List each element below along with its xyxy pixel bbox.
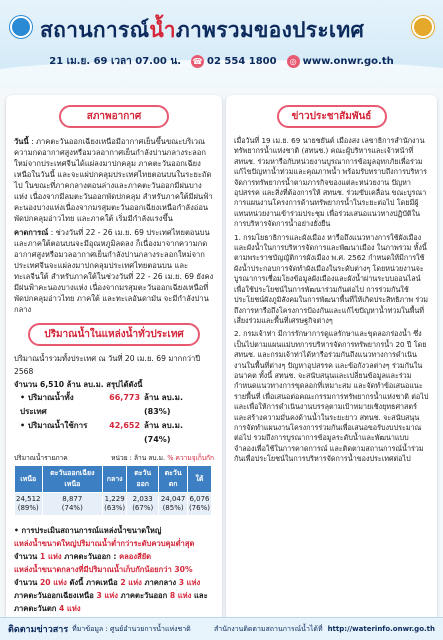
header-banner xyxy=(0,0,443,88)
page-title xyxy=(40,14,364,47)
medium-central-count: 3 แห่ง xyxy=(178,578,201,587)
weather-today xyxy=(6,136,222,224)
weather-forecast xyxy=(6,227,222,315)
medium-count-line-2 xyxy=(6,589,222,602)
water-summary-2 xyxy=(6,378,222,391)
footer-right xyxy=(214,624,435,635)
title-part-2: น้ำ xyxy=(149,18,176,42)
medium-count-line-3 xyxy=(6,602,222,615)
value-north: 24,512 xyxy=(16,495,41,503)
header-east: ตะวันออก xyxy=(127,466,159,493)
medium-and: และ xyxy=(191,591,208,600)
pct-south: (76%) xyxy=(188,504,210,512)
header-north: เหนือ xyxy=(15,466,43,493)
news-paragraph-3: 2. กรมเจ้าท่า มีการรักษาการดูแลรักษาและขุดลอกร่องน้ำ ซึ่งเป็นไปตามแผนแม่บทการบริหารจัดการทรัพยากรน้ำ 20 ปี โดย สทนช. และกรมเจ้าท่าได้หารือร่วมกันถึงแนวทางการดำเนินงานในพื้นที่ต่างๆ ปัญหาอุปสรรค และข้อกังวลต่างๆ ร่วมกันในอนาคต ทั้งนี้ สทนช. จะสนับสนุนและเปลี่ยนข้อมูลและร่วมกำหนดแนวทางการขุดลอกที่เหมาะสม และจัดทำข้อเสนอแนะรายพื้นที่ เพื่อเสนอต่อคณะกรรมการทรัพยากรน้ำแห่งชาติ ต่อไป และเพื่อให้การดำเนินงานบรรลุตามเป้าหมายเชิงยุทธศาสตร์ และสร้างความมั่นคงด้านน้ำในระยะยาว สทนช. จะสนับสนุนการจัดทำแผนงานโครงการร่วมกันเพื่อเสนอขอรับงบประมาณต่อไป รวมถึงการบูรณาการข้อมูลระดับน้ำและพัฒนาแบบจำลองเพื่อใช้ในการคาดการณ์ และติดตามสถานการณ์น้ำร่วมกันเพื่อประโยชน์ในการบริหารจัดการน้ำของประเทศต่อไป xyxy=(234,329,429,464)
medium-north-label: ดังนี้ ภาคเหนือ xyxy=(66,578,121,587)
total-water-unit: ล้าน ลบ.ม. (83%) xyxy=(144,393,183,416)
assessment-text: • การประเมินสถานการณ์แหล่งน้ำขนาดใหญ่ xyxy=(14,526,162,535)
total-water-row xyxy=(6,391,222,419)
onwr-logo xyxy=(10,16,32,38)
medium-count: 20 แห่ง xyxy=(40,578,67,587)
news-paragraph-1: เมื่อวันที่ 19 เม.ย. 69 นายชยันต์ เมืองสง เลขาธิการสำนักงานทรัพยากรน้ำแห่งชาติ (สทนช.) คณะผู้บริหารและเจ้าหน้าที่ สทนช. ร่วมหารือกับหน่วยงานบูรณาการข้อมูลอุทกภัยเพื่อร่วมแก้ไขปัญหาน้ำท่วมและคุณภาพน้ำ พร้อมรับทราบถึงการบริหารจัดการทรัพยากรน้ำตามภารกิจของแต่ละหน่วยงาน ปัญหาอุปสรรค และสิ่งที่ต้องการให้ สทนช. ร่วมขับเคลื่อน ขณะบูรณาการแผนงานโครงการด้านทรัพยากรน้ำในระยะต่อไป โดยมีผู้แทนหน่วยงานเข้าร่วมประชุม เพื่อร่วมเสนอแนวทางปฏิบัติในการบริหารจัดการน้ำอย่างยั่งยืน xyxy=(234,136,427,229)
globe-icon: ◎ xyxy=(287,55,300,68)
medium-source-line xyxy=(6,563,222,576)
website-link[interactable]: www.onwr.go.th xyxy=(302,55,394,67)
region-value-row xyxy=(15,493,212,516)
weather-forecast-text: : ช่วงวันที่ 22 - 26 เม.ย. 69 ประเทศไทยตอนบนและภาคใต้ตอนบนจะมีอุณหภูมิลดลง ก็เนื่องมาจากความกดอากาศสูงหรือมวลอากาศเย็นกำลังปานกลางระลอกใหม่จากประเทศจีนจะแผ่ลงมาปกคลุมประเทศไทยตอนบน และทะเลจีนใต้ สำหรับภาคใต้ในช่วงวันที่ 22 - 26 เม.ย. 69 ยังคงมีฝนฟ้าคะนองบางแห่ง เนื่องจากมรสุมตะวันออกเฉียงเหนือที่พัดปกคลุมอ่าวไทย ภาคใต้ และทะเลอันดามัน จะมีกำลังปานกลาง xyxy=(14,228,214,314)
footer-url-link[interactable]: http://waterinfo.onwr.go.th xyxy=(327,625,435,633)
footer xyxy=(0,617,443,640)
medium-west-count: 4 แห่ง xyxy=(59,604,81,613)
region-header-row xyxy=(15,466,212,493)
large-count-name: คลองสียัด xyxy=(119,552,152,561)
pct-central: (63%) xyxy=(104,504,126,512)
usable-water-unit: ล้าน ลบ.ม. (74%) xyxy=(144,421,183,444)
water-summary-2-text: จำนวน 6,510 ล้าน ลบ.ม. สรุปได้ดังนี้ xyxy=(14,380,143,389)
pct-north: (89%) xyxy=(17,504,39,512)
cell-central xyxy=(103,493,127,516)
medium-east-count: 8 แห่ง xyxy=(169,591,192,600)
info-bar xyxy=(0,50,443,72)
table-caption xyxy=(6,452,222,463)
large-count-region: ภาคตะวันออก : xyxy=(61,552,120,561)
weather-heading: สภาพอากาศ xyxy=(59,105,169,128)
large-count-line xyxy=(6,550,222,563)
medium-west-label: ภาคตะวันตก xyxy=(14,604,59,613)
table-unit-pct: % ความจุเก็บกัก xyxy=(167,454,214,462)
footer-title: ติดตามข่าวสาร xyxy=(8,625,69,635)
pct-east: (67%) xyxy=(132,504,154,512)
news-heading: ข่าวประชาสัมพันธ์ xyxy=(277,105,387,128)
water-heading: ปริมาณน้ำในแหล่งน้ำทั่วประเทศ xyxy=(28,323,200,346)
value-central: 1,229 xyxy=(104,495,125,503)
news-paragraph-2: 1. กรมโยธาธิการและผังเมือง หารือถึงแนวทางการใช้ผังเมืองและผังน้ำในการบริหารจัดการและพัฒนาเมือง ในภาพรวม ทั้งนี้ ตามพระราชบัญญัติการผังเมือง พ.ศ. 2562 กำหนดให้มีการใช้ผังน้ำประกอบการจัดทำผังเมืองในระดับต่างๆ โดยหน่วยงานจะบูรณาการเชื่อมโยงข้อมูลผังเมืองและผังน้ำผ่านระบบออนไลน์เพื่อใช้ประโยชน์ในการพัฒนาร่วมกันต่อไป การร่วมกันใช้ประโยชน์ผังภูมิสังคมในการพัฒนาพื้นที่ให้เกิดประสิทธิภาพ ร่วมถึงการหารือถึงโครงการป้องกันและแก้ไขปัญหาน้ำท่วมในพื้นที่เสี่ยงร่วมและพื้นที่เศรษฐกิจต่างๆ xyxy=(234,232,428,325)
phone-info xyxy=(191,55,277,68)
right-card xyxy=(226,95,437,620)
large-count: 1 แห่ง xyxy=(40,552,62,561)
usable-water-label: • ปริมาณน้ำใช้การ xyxy=(20,421,88,430)
header-central: กลาง xyxy=(103,466,127,493)
cell-west xyxy=(159,493,188,516)
report-date: 21 เม.ย. 69 เวลา 07.00 น. xyxy=(49,55,181,67)
medium-count-line xyxy=(6,576,222,589)
large-source-line xyxy=(6,537,222,550)
value-east: 2,033 xyxy=(132,495,153,503)
medium-central-label: ภาคกลาง xyxy=(141,578,179,587)
agency-logo xyxy=(412,16,434,38)
weather-today-lead: วันนี้ xyxy=(14,137,29,146)
web-info[interactable] xyxy=(287,55,394,68)
large-source-text: แหล่งน้ำขนาดใหญ่ปริมาณน้ำต่ำกว่าระดับควบคุมต่ำสุด xyxy=(14,539,195,548)
usable-water-row xyxy=(6,419,222,447)
assessment-line xyxy=(6,524,222,537)
region-table xyxy=(14,465,212,516)
value-south: 6,076 xyxy=(189,495,210,503)
medium-source-text: แหล่งน้ำขนาดกลางที่มีปริมาณน้ำเก็บกักน้อยกว่า 30% xyxy=(14,565,193,574)
water-summary: ปริมาณน้ำรวมทั้งประเทศ ณ วันที่ 20 เม.ย. 69 มากกว่าปี 2568 xyxy=(14,354,201,376)
medium-count-pre: จำนวน xyxy=(14,578,41,587)
usable-water-value: 42,652 xyxy=(109,421,141,430)
value-west: 24,047 xyxy=(160,495,186,503)
pct-west: (85%) xyxy=(162,504,184,512)
total-water-value: 66,773 xyxy=(109,393,141,402)
table-unit xyxy=(111,452,214,463)
title-part-1: สถานการณ์ xyxy=(40,18,150,42)
total-water-label: • ปริมาณน้ำทั้งประเทศ xyxy=(20,393,74,416)
value-northeast: 8,877 xyxy=(62,495,83,503)
phone-icon: ☎ xyxy=(192,56,203,66)
weather-forecast-lead: คาดการณ์ xyxy=(14,228,49,237)
weather-today-text: : ภาคตะวันออกเฉียงเหนือมีอากาศเย็นขึ้นขณะบริเวณความกดอากาศสูงหรือมวลอากาศเย็นกำลังปานกลางระลอกใหม่จากประเทศจีนได้แผ่ลงมาปกคลุม ภาคตะวันออกเฉียงเหนือในวันนี้ และจะแผ่ปกคลุมประเทศไทยตอนบนในระยะถัดไป ในขณะที่ภาคกลางตอนล่างและภาคตะวันออกมีฝนบางแห่ง เนื่องจากมีลมตะวันออกพัดปกคลุม สำหรับภาคใต้มีฝนฟ้าคะนองบางแห่งเนื่องจากมรสุมตะวันออกเฉียงเหนือกำลังอ่อนพัดปกคลุมอ่าวไทย และภาคใต้ เริ่มมีกำลังแรงขึ้น xyxy=(14,137,213,223)
medium-north-count: 2 แห่ง xyxy=(120,578,142,587)
pct-northeast: (74%) xyxy=(61,504,83,512)
title-part-3: ภาพรวมของประเทศ xyxy=(175,18,365,42)
header-northeast: ตะวันออกเฉียงเหนือ xyxy=(42,466,103,493)
cell-south xyxy=(187,493,211,516)
header-west: ตะวันตก xyxy=(159,466,188,493)
large-count-pre: จำนวน xyxy=(14,552,41,561)
phone-number: 02 554 1800 xyxy=(207,55,277,67)
footer-source: ที่มาข้อมูล : ศูนย์อำนวยการน้ำแห่งชาติ xyxy=(72,624,191,633)
medium-ne-label: ภาคตะวันออกเฉียงเหนือ xyxy=(14,591,97,600)
cell-north xyxy=(15,493,43,516)
footer-follow-text: สำนักงานติดตามสถานการณ์น้ำได้ที่ xyxy=(213,624,323,633)
left-card xyxy=(6,95,222,620)
medium-east-label: ภาคตะวันออก xyxy=(118,591,170,600)
cell-northeast xyxy=(42,493,103,516)
table-unit-text: หน่วย : ล้าน ลบ.ม. xyxy=(111,454,168,462)
medium-ne-count: 3 แห่ง xyxy=(96,591,119,600)
table-title: ปริมาณน้ำรายภาค xyxy=(14,454,68,462)
cell-east xyxy=(127,493,159,516)
header-south: ใต้ xyxy=(187,466,211,493)
